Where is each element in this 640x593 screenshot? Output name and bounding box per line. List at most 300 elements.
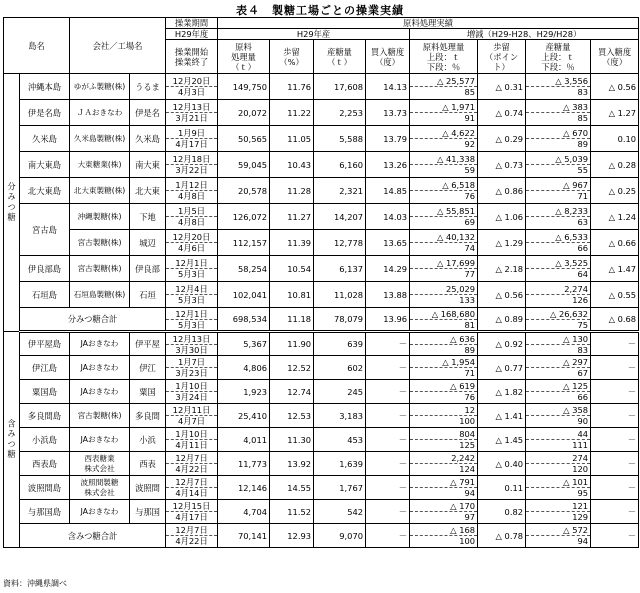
diff-sugar-top: △ 3,556 <box>526 76 590 87</box>
raw-quantity: 59,045 <box>218 152 270 178</box>
raw-quantity: 126,072 <box>218 204 270 230</box>
diff-raw <box>410 256 478 282</box>
operation-period-bottom: 4月11日 <box>175 440 208 450</box>
factory-name: 粟国 <box>130 380 166 404</box>
diff-raw-bottom: 81 <box>464 319 476 330</box>
diff-sugar-top: △ 3,525 <box>526 258 590 269</box>
yield-rate: 11.27 <box>270 204 314 230</box>
diff-raw-top: △ 168,680 <box>410 309 477 320</box>
table-row <box>4 476 639 500</box>
diff-yield: △ 0.92 <box>478 332 526 356</box>
factory-name: 与那国 <box>130 500 166 524</box>
operation-period <box>166 500 218 524</box>
header-diff-brix: 買入糖度 （度） <box>591 40 639 74</box>
diff-brix: － <box>591 452 639 476</box>
group-label: 分みつ糖 <box>4 74 20 332</box>
diff-raw <box>410 178 478 204</box>
operation-period <box>166 428 218 452</box>
diff-sugar-top: △ 5,039 <box>526 154 590 165</box>
diff-sugar <box>526 178 591 204</box>
diff-sugar-top: △ 383 <box>526 102 590 113</box>
diff-raw-top: 2,242 <box>410 453 477 464</box>
sugar-output: 2,321 <box>314 178 366 204</box>
purchase-brix: － <box>366 404 410 428</box>
diff-raw-bottom: 71 <box>464 368 476 378</box>
purchase-brix: － <box>366 380 410 404</box>
diff-sugar <box>526 256 591 282</box>
factory-name: 南大東 <box>130 152 166 178</box>
diff-raw-bottom: 100 <box>459 536 476 546</box>
operation-period-top: 12月13日 <box>166 334 217 345</box>
diff-sugar <box>526 74 591 100</box>
diff-raw-bottom: 76 <box>464 392 476 402</box>
header-diff-yield: 歩留 （ポイント） <box>478 40 526 74</box>
factory-name: 西表 <box>130 452 166 476</box>
operation-period <box>166 256 218 282</box>
diff-sugar-bottom: 66 <box>577 243 589 253</box>
diff-sugar-top: 121 <box>526 501 590 512</box>
company-name: 宮古製糖(株) <box>70 404 130 428</box>
subtotal-label: 分みつ糖合計 <box>20 308 166 332</box>
diff-raw <box>410 100 478 126</box>
sugar-output: 11,028 <box>314 282 366 308</box>
yield-rate: 11.05 <box>270 126 314 152</box>
island-name: 北大東島 <box>20 178 70 204</box>
diff-sugar <box>526 152 591 178</box>
diff-raw-top: △ 4,622 <box>410 128 477 139</box>
purchase-brix: 13.26 <box>366 152 410 178</box>
diff-raw-bottom: 97 <box>464 512 476 522</box>
island-name: 多良間島 <box>20 404 70 428</box>
company-name: 宮古製糖(株) <box>70 230 130 256</box>
operation-period-top: 12月7日 <box>166 453 217 464</box>
diff-brix: － <box>591 332 639 356</box>
company-name: JAおきなわ <box>70 380 130 404</box>
purchase-brix: － <box>366 332 410 356</box>
diff-yield: △ 0.73 <box>478 152 526 178</box>
yield-rate: 12.52 <box>270 356 314 380</box>
diff-raw <box>410 230 478 256</box>
sugar-output: 2,253 <box>314 100 366 126</box>
purchase-brix: 13.65 <box>366 230 410 256</box>
diff-brix: － <box>591 476 639 500</box>
diff-sugar <box>526 380 591 404</box>
diff-raw-top: 804 <box>410 429 477 440</box>
diff-raw-bottom: 100 <box>459 416 476 426</box>
group-label: 含みつ糖 <box>4 332 20 548</box>
island-name: 石垣島 <box>20 282 70 308</box>
diff-sugar <box>526 100 591 126</box>
table-row <box>4 452 639 476</box>
company-name: ＪＡおきなわ <box>70 100 130 126</box>
island-name: 小浜島 <box>20 428 70 452</box>
diff-sugar-bottom: 95 <box>577 488 589 498</box>
purchase-brix: 14.29 <box>366 256 410 282</box>
operation-period-bottom: 4月6日 <box>177 243 206 253</box>
header-sugar: 産糖量 （ｔ） <box>314 40 366 74</box>
diff-sugar-top: 2,274 <box>526 284 590 295</box>
company-name: 宮古製糖(株) <box>70 256 130 282</box>
diff-sugar-top: △ 297 <box>526 357 590 368</box>
diff-yield: △ 2.18 <box>478 256 526 282</box>
factory-name: 伊平屋 <box>130 332 166 356</box>
diff-sugar-bottom: 55 <box>577 165 589 175</box>
factory-name: 波照間 <box>130 476 166 500</box>
raw-quantity: 11,773 <box>218 452 270 476</box>
diff-yield: △ 0.74 <box>478 100 526 126</box>
diff-raw <box>410 500 478 524</box>
sugar-output: 78,079 <box>314 308 366 332</box>
purchase-brix: 14.85 <box>366 178 410 204</box>
island-name: 久米島 <box>20 126 70 152</box>
diff-yield: △ 0.56 <box>478 282 526 308</box>
diff-raw-bottom: 124 <box>459 464 476 474</box>
operation-period <box>166 204 218 230</box>
header-diff: 増減（H29-H28、H29/H28） <box>410 29 639 40</box>
purchase-brix: － <box>366 524 410 548</box>
header-diff-raw: 原料処理量 上段：ｔ 下段：％ <box>410 40 478 74</box>
sugar-output: 5,588 <box>314 126 366 152</box>
diff-brix: － <box>591 356 639 380</box>
diff-sugar-top: △ 358 <box>526 405 590 416</box>
operation-period <box>166 356 218 380</box>
diff-sugar-top: △ 130 <box>526 334 590 345</box>
table-row <box>4 380 639 404</box>
operation-period-top: 12月11日 <box>166 405 217 416</box>
purchase-brix: － <box>366 428 410 452</box>
diff-raw-top: △ 636 <box>410 334 477 345</box>
raw-quantity: 25,410 <box>218 404 270 428</box>
diff-raw-bottom: 125 <box>459 440 476 450</box>
diff-yield: △ 0.77 <box>478 356 526 380</box>
operation-period-bottom: 5月3日 <box>177 269 206 279</box>
diff-raw <box>410 308 478 332</box>
island-name: 粟国島 <box>20 380 70 404</box>
diff-yield: 0.82 <box>478 500 526 524</box>
operation-period-top: 12月20日 <box>166 232 217 243</box>
diff-sugar-bottom: 120 <box>572 464 589 474</box>
diff-sugar <box>526 126 591 152</box>
diff-raw-bottom: 74 <box>464 243 476 253</box>
operation-period <box>166 152 218 178</box>
island-name: 伊良部島 <box>20 256 70 282</box>
company-name: JAおきなわ <box>70 500 130 524</box>
sugar-output: 9,070 <box>314 524 366 548</box>
diff-raw <box>410 356 478 380</box>
diff-sugar-bottom: 94 <box>577 536 589 546</box>
diff-raw-bottom: 76 <box>464 191 476 201</box>
island-name: 西表島 <box>20 452 70 476</box>
purchase-brix: 13.88 <box>366 282 410 308</box>
operation-period-bottom: 4月8日 <box>177 217 206 227</box>
operation-period-bottom: 4月22日 <box>175 536 208 546</box>
company-name: 沖縄製糖(株) <box>70 204 130 230</box>
diff-yield: 0.11 <box>478 476 526 500</box>
diff-sugar-bottom: 64 <box>577 269 589 279</box>
diff-brix: 0.10 <box>591 126 639 152</box>
diff-yield: △ 1.82 <box>478 380 526 404</box>
header-h29: H29年産 <box>218 29 410 40</box>
operation-period-top: 12月15日 <box>166 501 217 512</box>
diff-yield: △ 0.29 <box>478 126 526 152</box>
operation-period-top: 12月13日 <box>166 102 217 113</box>
factory-name: 城辺 <box>130 230 166 256</box>
factory-name: うるま <box>130 74 166 100</box>
diff-brix: △ 1.47 <box>591 256 639 282</box>
diff-sugar-top: 274 <box>526 453 590 464</box>
sugar-output: 1,639 <box>314 452 366 476</box>
factory-name: 伊良部 <box>130 256 166 282</box>
raw-quantity: 112,157 <box>218 230 270 256</box>
table-title: 表４ 製糖工場ごとの操業実績 <box>236 4 404 17</box>
company-name: JAおきなわ <box>70 332 130 356</box>
company-name: 石垣島製糖(株) <box>70 282 130 308</box>
table-row <box>4 204 639 230</box>
operation-period-top: 1月10日 <box>166 429 217 440</box>
diff-yield: △ 1.29 <box>478 230 526 256</box>
raw-quantity: 20,072 <box>218 100 270 126</box>
operation-period-top: 12月20日 <box>166 76 217 87</box>
diff-yield: △ 0.40 <box>478 452 526 476</box>
table-row <box>4 282 639 308</box>
operation-period-top: 1月10日 <box>166 381 217 392</box>
operation-period-bottom: 4月17日 <box>175 512 208 522</box>
diff-brix: △ 0.55 <box>591 282 639 308</box>
table-row <box>4 230 639 256</box>
island-name: 南大東島 <box>20 152 70 178</box>
raw-quantity: 1,923 <box>218 380 270 404</box>
island-name: 伊江島 <box>20 356 70 380</box>
diff-brix: △ 1.24 <box>591 204 639 230</box>
diff-raw <box>410 282 478 308</box>
diff-sugar-bottom: 111 <box>572 440 589 450</box>
yield-rate: 11.28 <box>270 178 314 204</box>
operation-period-top: 12月4日 <box>166 284 217 295</box>
company-name: 北大東製糖(株) <box>70 178 130 204</box>
island-name: 宮古島 <box>20 204 70 256</box>
factory-name: 多良間 <box>130 404 166 428</box>
diff-brix: － <box>591 404 639 428</box>
yield-rate: 12.74 <box>270 380 314 404</box>
island-name: 沖縄本島 <box>20 74 70 100</box>
diff-raw-bottom: 133 <box>459 295 476 305</box>
sugar-output: 12,778 <box>314 230 366 256</box>
header-brix: 買入糖度 （度） <box>366 40 410 74</box>
header-period: 操業期間 <box>166 18 218 29</box>
diff-brix: △ 0.56 <box>591 74 639 100</box>
table-row <box>4 178 639 204</box>
diff-raw-bottom: 94 <box>464 488 476 498</box>
diff-raw <box>410 332 478 356</box>
diff-sugar <box>526 500 591 524</box>
operation-period-top: 1月12日 <box>166 180 217 191</box>
diff-sugar-bottom: 75 <box>577 319 589 330</box>
operation-results-table <box>3 17 639 548</box>
company-name: JAおきなわ <box>70 428 130 452</box>
diff-sugar-bottom: 126 <box>572 295 589 305</box>
operation-period-bottom: 3月23日 <box>175 368 208 378</box>
raw-quantity: 58,254 <box>218 256 270 282</box>
diff-yield: △ 1.45 <box>478 428 526 452</box>
sugar-output: 3,183 <box>314 404 366 428</box>
diff-sugar-bottom: 63 <box>577 217 589 227</box>
operation-period-top: 1月9日 <box>166 128 217 139</box>
header-company: 会社／工場名 <box>70 18 166 74</box>
operation-period-bottom: 3月22日 <box>175 165 208 175</box>
table-row <box>4 428 639 452</box>
factory-name: 伊江 <box>130 356 166 380</box>
diff-raw-top: △ 170 <box>410 501 477 512</box>
raw-quantity: 4,011 <box>218 428 270 452</box>
operation-period-bottom: 4月22日 <box>175 464 208 474</box>
operation-period-bottom: 4月3日 <box>177 87 206 97</box>
table-row <box>4 100 639 126</box>
diff-sugar-bottom: 89 <box>577 139 589 149</box>
diff-sugar-top: △ 125 <box>526 381 590 392</box>
factory-name: 下地 <box>130 204 166 230</box>
diff-raw <box>410 452 478 476</box>
diff-brix: △ 0.28 <box>591 152 639 178</box>
diff-yield: △ 1.41 <box>478 404 526 428</box>
operation-period-top: 12月1日 <box>166 309 217 320</box>
diff-raw-top: △ 6,518 <box>410 180 477 191</box>
diff-raw-bottom: 92 <box>464 139 476 149</box>
raw-quantity: 5,367 <box>218 332 270 356</box>
diff-sugar-bottom: 71 <box>577 191 589 201</box>
yield-rate: 11.22 <box>270 100 314 126</box>
operation-period-top: 12月7日 <box>166 525 217 536</box>
diff-raw-bottom: 59 <box>464 165 476 175</box>
diff-yield: △ 1.06 <box>478 204 526 230</box>
yield-rate: 13.92 <box>270 452 314 476</box>
diff-raw-top: △ 168 <box>410 525 477 536</box>
operation-period <box>166 230 218 256</box>
diff-sugar-bottom: 83 <box>577 344 589 355</box>
operation-period <box>166 332 218 356</box>
operation-period <box>166 100 218 126</box>
subtotal-row <box>4 308 639 332</box>
diff-raw-top: △ 1,954 <box>410 357 477 368</box>
diff-sugar <box>526 356 591 380</box>
header-island: 島名 <box>4 18 70 74</box>
diff-raw-top: △ 619 <box>410 381 477 392</box>
diff-sugar-bottom: 66 <box>577 392 589 402</box>
diff-raw-top: 25,029 <box>410 284 477 295</box>
purchase-brix: 13.96 <box>366 308 410 332</box>
source-note: 資料：沖縄県調べ <box>3 579 67 588</box>
operation-period <box>166 126 218 152</box>
purchase-brix: － <box>366 476 410 500</box>
company-name: 久米島製糖(株) <box>70 126 130 152</box>
diff-sugar <box>526 282 591 308</box>
diff-raw <box>410 404 478 428</box>
operation-period <box>166 404 218 428</box>
diff-sugar <box>526 452 591 476</box>
diff-sugar <box>526 428 591 452</box>
yield-rate: 10.54 <box>270 256 314 282</box>
header-raw-results: 原料処理実績 <box>218 18 639 29</box>
operation-period-bottom: 5月3日 <box>177 319 206 330</box>
header-diff-sugar: 産糖量 上段：ｔ 下段：％ <box>526 40 591 74</box>
diff-sugar-top: △ 6,533 <box>526 232 590 243</box>
sugar-output: 1,767 <box>314 476 366 500</box>
operation-period <box>166 74 218 100</box>
diff-raw-top: △ 41,338 <box>410 154 477 165</box>
header-yield: 歩留 （%） <box>270 40 314 74</box>
company-name: ゆがふ製糖(株) <box>70 74 130 100</box>
table-row <box>4 152 639 178</box>
sugar-output: 542 <box>314 500 366 524</box>
diff-sugar-top: 44 <box>526 429 590 440</box>
diff-raw-top: △ 17,699 <box>410 258 477 269</box>
yield-rate: 12.53 <box>270 404 314 428</box>
operation-period <box>166 282 218 308</box>
table-row <box>4 500 639 524</box>
table-row <box>4 332 639 356</box>
diff-yield: △ 0.89 <box>478 308 526 332</box>
raw-quantity: 149,750 <box>218 74 270 100</box>
diff-raw-top: △ 55,851 <box>410 206 477 217</box>
raw-quantity: 4,806 <box>218 356 270 380</box>
diff-sugar-top: △ 26,632 <box>526 309 590 320</box>
sugar-output: 453 <box>314 428 366 452</box>
diff-brix: △ 0.66 <box>591 230 639 256</box>
diff-raw-top: △ 791 <box>410 477 477 488</box>
diff-raw <box>410 476 478 500</box>
diff-yield: △ 0.31 <box>478 74 526 100</box>
operation-period-top: 12月7日 <box>166 477 217 488</box>
diff-raw-top: △ 1,971 <box>410 102 477 113</box>
table-row <box>4 126 639 152</box>
purchase-brix: 13.73 <box>366 100 410 126</box>
operation-period <box>166 524 218 548</box>
raw-quantity: 50,565 <box>218 126 270 152</box>
subtotal-label: 含みつ糖合計 <box>20 524 166 548</box>
purchase-brix: 14.03 <box>366 204 410 230</box>
diff-brix: △ 0.68 <box>591 308 639 332</box>
operation-period-bottom: 4月17日 <box>175 139 208 149</box>
raw-quantity: 698,534 <box>218 308 270 332</box>
island-name: 伊是名島 <box>20 100 70 126</box>
diff-sugar <box>526 476 591 500</box>
diff-sugar-bottom: 129 <box>572 512 589 522</box>
purchase-brix: － <box>366 356 410 380</box>
raw-quantity: 20,578 <box>218 178 270 204</box>
diff-sugar <box>526 332 591 356</box>
diff-raw-top: 12 <box>410 405 477 416</box>
diff-sugar-bottom: 85 <box>577 113 589 123</box>
diff-raw-bottom: 89 <box>464 344 476 355</box>
operation-period <box>166 380 218 404</box>
diff-sugar-top: △ 572 <box>526 525 590 536</box>
diff-raw-bottom: 85 <box>464 87 476 97</box>
factory-name: 小浜 <box>130 428 166 452</box>
operation-period-bottom: 4月7日 <box>177 416 206 426</box>
table-row <box>4 256 639 282</box>
raw-quantity: 70,141 <box>218 524 270 548</box>
diff-sugar-top: △ 967 <box>526 180 590 191</box>
diff-raw-bottom: 77 <box>464 269 476 279</box>
operation-period <box>166 178 218 204</box>
company-name: JAおきなわ <box>70 356 130 380</box>
raw-quantity: 102,041 <box>218 282 270 308</box>
sugar-output: 602 <box>314 356 366 380</box>
operation-period <box>166 452 218 476</box>
diff-raw <box>410 524 478 548</box>
company-name: 大東糖業(株) <box>70 152 130 178</box>
purchase-brix: 14.13 <box>366 74 410 100</box>
diff-brix: △ 0.25 <box>591 178 639 204</box>
